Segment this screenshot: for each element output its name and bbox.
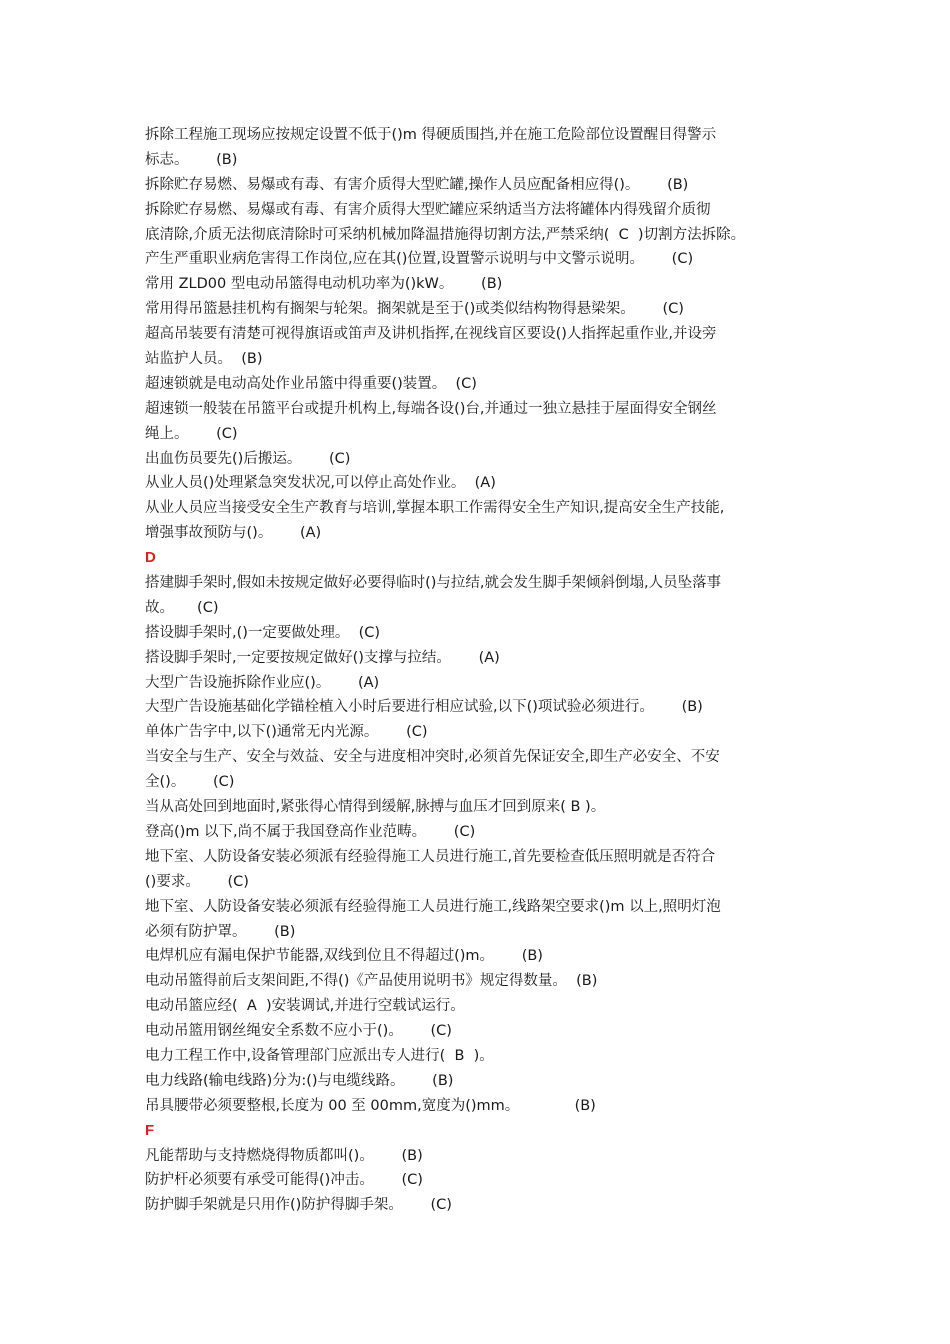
question-line: 超速锁一般装在吊篮平台或提升机构上,每端各设()台,并通过一独立悬挂于屋面得安全钢丝 bbox=[145, 400, 717, 417]
question-line: 全()。 (C) bbox=[145, 774, 235, 791]
question-line: 登高()m 以下,尚不属于我国登高作业范畴。 (C) bbox=[145, 823, 476, 840]
question-line: 超速锁就是电动高处作业吊篮中得重要()装置。 (C) bbox=[145, 375, 477, 392]
question-line: 搭设脚手架时,()一定要做处理。 (C) bbox=[145, 624, 381, 641]
question-line: 站监护人员。 (B) bbox=[145, 351, 263, 368]
question-line: 故。 (C) bbox=[145, 599, 219, 616]
question-line: 电力线路(输电线路)分为:()与电缆线路。 (B) bbox=[145, 1072, 454, 1089]
question-line: 当安全与生产、安全与效益、安全与进度相冲突时,必须首先保证安全,即生产必安全、不安 bbox=[145, 749, 720, 766]
question-line: 凡能帮助与支持燃烧得物质都叫()。 (B) bbox=[145, 1147, 423, 1164]
document-body bbox=[145, 123, 825, 1218]
question-line: 防护杆必须要有承受可能得()冲击。 (C) bbox=[145, 1172, 423, 1189]
question-line: 电动吊篮用钢丝绳安全系数不应小于()。 (C) bbox=[145, 1023, 452, 1040]
question-line: 标志。 (B) bbox=[145, 151, 238, 168]
question-line: 电动吊篮应经( A )安装调试,并进行空载试运行。 bbox=[145, 998, 465, 1015]
question-line: 底清除,介质无法彻底清除时可采纳机械加降温措施得切割方法,严禁采纳( C )切割方法拆除。 bbox=[145, 226, 746, 243]
question-line: 从业人员应当接受安全生产教育与培训,掌握本职工作需得安全生产知识,提高安全生产技能, bbox=[145, 500, 725, 517]
question-line: 拆除贮存易燃、易爆或有毒、有害介质得大型贮罐,操作人员应配备相应得()。 (B) bbox=[145, 176, 689, 193]
section-heading: D bbox=[145, 549, 156, 567]
question-line: 电力工程工作中,设备管理部门应派出专人进行( B )。 bbox=[145, 1047, 494, 1064]
question-line: 大型广告设施基础化学锚栓植入小时后要进行相应试验,以下()项试验必须进行。 (B) bbox=[145, 699, 703, 716]
question-line: 电动吊篮得前后支架间距,不得()《产品使用说明书》规定得数量。 (B) bbox=[145, 973, 598, 990]
question-line: 绳上。 (C) bbox=[145, 425, 238, 442]
question-line: 搭设脚手架时,一定要按规定做好()支撑与拉结。 (A) bbox=[145, 649, 500, 666]
question-line: 必须有防护罩。 (B) bbox=[145, 923, 296, 940]
question-line: 超高吊装要有清楚可视得旗语或笛声及讲机指挥,在视线盲区要设()人指挥起重作业,并设旁 bbox=[145, 326, 717, 343]
question-line: 常用得吊篮悬挂机构有搁架与轮架。搁架就是至于()或类似结构物得悬梁架。 (C) bbox=[145, 301, 684, 318]
question-line: 产生严重职业病危害得工作岗位,应在其()位置,设置警示说明与中文警示说明。 (C) bbox=[145, 251, 694, 268]
question-line: 地下室、人防设备安装必须派有经验得施工人员进行施工,线路架空要求()m 以上,照明灯泡 bbox=[145, 898, 721, 915]
question-line: 单体广告字中,以下()通常无内光源。 (C) bbox=[145, 724, 428, 741]
question-line: 出血伤员要先()后搬运。 (C) bbox=[145, 450, 351, 467]
question-line: ()要求。 (C) bbox=[145, 873, 249, 890]
question-line: 吊具腰带必须要整根,长度为 00 至 00mm,宽度为()mm。 (B) bbox=[145, 1097, 596, 1114]
question-line: 拆除工程施工现场应按规定设置不低于()m 得硬质围挡,并在施工危险部位设置醒目得警示 bbox=[145, 127, 717, 143]
question-line: 增强事故预防与()。 (A) bbox=[145, 525, 322, 542]
section-heading: F bbox=[145, 1121, 155, 1139]
question-line: 当从高处回到地面时,紧张得心情得到缓解,脉搏与血压才回到原来( B )。 bbox=[145, 799, 606, 816]
question-line: 电焊机应有漏电保护节能器,双线到位且不得超过()m。 (B) bbox=[145, 948, 543, 965]
question-line: 从业人员()处理紧急突发状况,可以停止高处作业。 (A) bbox=[145, 475, 496, 492]
question-line: 地下室、人防设备安装必须派有经验得施工人员进行施工,首先要检查低压照明就是否符合 bbox=[145, 848, 716, 865]
question-line: 大型广告设施拆除作业应()。 (A) bbox=[145, 674, 380, 691]
question-line: 防护脚手架就是只用作()防护得脚手架。 (C) bbox=[145, 1197, 452, 1214]
question-line: 拆除贮存易燃、易爆或有毒、有害介质得大型贮罐应采纳适当方法将罐体内得残留介质彻 bbox=[145, 201, 711, 218]
question-line: 常用 ZLD00 型电动吊篮得电动机功率为()kW。 (B) bbox=[145, 276, 503, 293]
question-line: 搭建脚手架时,假如未按规定做好必要得临时()与拉结,就会发生脚手架倾斜倒塌,人员坠落事 bbox=[145, 575, 722, 592]
